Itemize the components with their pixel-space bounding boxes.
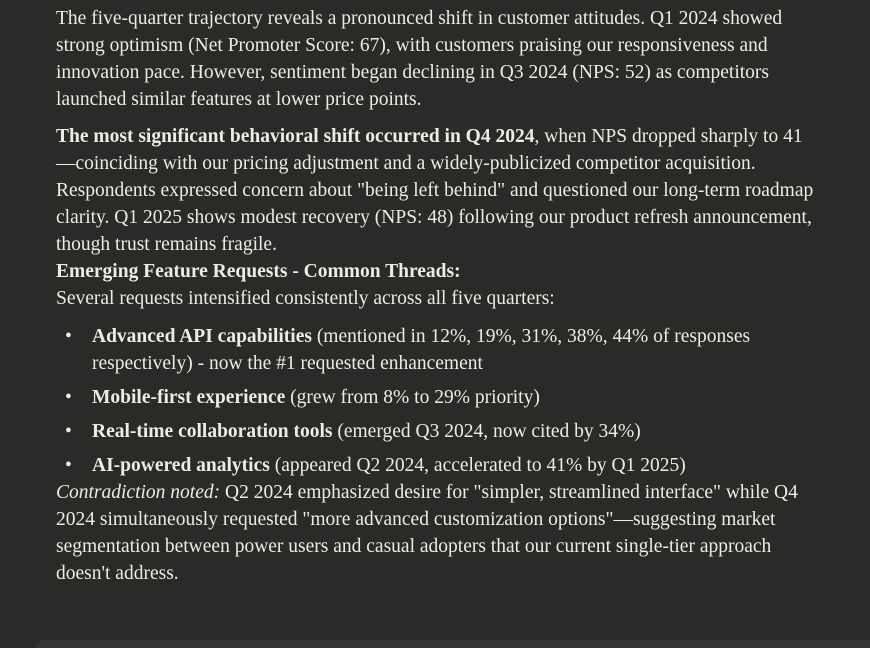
list-item-text: (mentioned in 12%, 19%, 31%, 38%, 44% of responses respectively) - now the #1 requested enhancement: [92, 326, 751, 374]
list-item-text: (grew from 8% to 29% priority): [285, 387, 540, 408]
list-item: [56, 452, 820, 479]
bottom-panel-edge: [35, 640, 870, 648]
list-item-bold-lead: Advanced API capabilities: [92, 326, 312, 347]
paragraph-behavioral-shift-bold-lead: The most significant behavioral shift occurred in Q4 2024: [56, 126, 535, 147]
bottom-panel-left-gutter: [0, 640, 36, 648]
bullet-point-icon: •: [65, 455, 72, 476]
bullet-point-icon: •: [65, 387, 72, 408]
list-item: [56, 418, 820, 445]
bullet-point-icon: •: [65, 421, 72, 442]
paragraph-trajectory-overview-text: The five-quarter trajectory reveals a pronounced shift in customer attitudes. Q1 2024 showed strong optimism (Net Promoter Score: 67), with customers praising our responsiveness and innovation pace. However, sentiment began declining in Q3 2024 (NPS: 52) as competitors launched similar features at lower price points.: [56, 8, 783, 110]
report-content: [56, 0, 820, 587]
paragraph-requests-intro: [56, 285, 820, 312]
paragraph-trajectory-overview: [56, 0, 820, 113]
paragraph-contradiction-noted: [56, 479, 820, 587]
list-item-text: (appeared Q2 2024, accelerated to 41% by Q1 2025): [269, 455, 686, 476]
list-item: [56, 384, 820, 411]
paragraph-requests-intro-text: Several requests intensified consistently across all five quarters:: [56, 288, 555, 309]
paragraph-behavioral-shift: [56, 123, 820, 258]
list-item: [56, 323, 820, 377]
list-item-text: (emerged Q3 2024, now cited by 34%): [332, 421, 641, 442]
paragraph-behavioral-shift-text: , when NPS dropped sharply to 41—coinciding with our pricing adjustment and a widely-publicized competitor acquisition. Respondents expressed concern about "being left behind" and questioned our long-term roadmap clarity. Q1 2025 shows modest recovery (NPS: 48) following our product refresh announcement, though trust remains fragile.: [56, 126, 814, 255]
list-item-bold-lead: Real-time collaboration tools: [92, 421, 333, 442]
section-heading-emerging-feature-requests: Emerging Feature Requests - Common Threads:: [56, 261, 461, 282]
list-item-bold-lead: AI-powered analytics: [92, 455, 270, 476]
feature-requests-list: [56, 323, 820, 479]
paragraph-contradiction-text: Q2 2024 emphasized desire for "simpler, streamlined interface" while Q4 2024 simultaneously requested "more advanced customization options"—suggesting market segmentation between power users and casual adopters that our current single-tier approach doesn't address.: [56, 482, 798, 584]
list-item-bold-lead: Mobile-first experience: [92, 387, 286, 408]
paragraph-contradiction-italic-lead: Contradiction noted:: [56, 482, 221, 503]
bullet-point-icon: •: [65, 326, 72, 347]
